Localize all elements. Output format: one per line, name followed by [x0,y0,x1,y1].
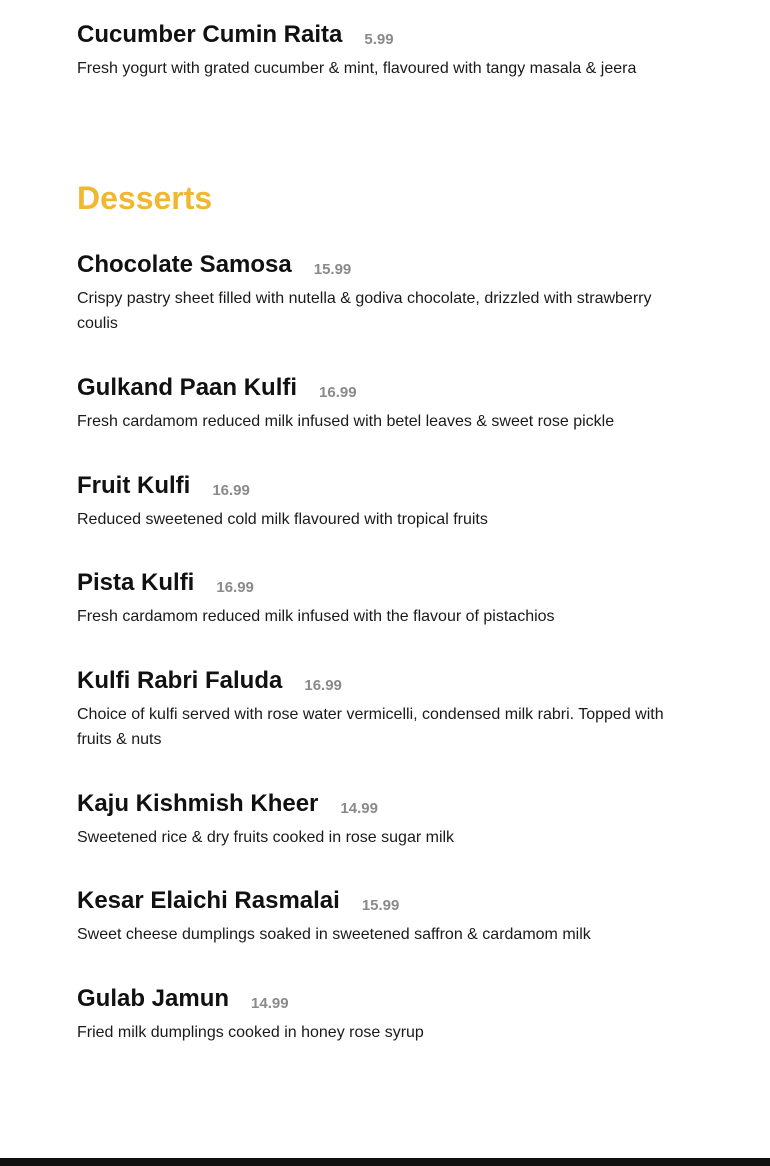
menu-item-name: Gulkand Paan Kulfi [77,374,298,401]
menu-item-price: 15.99 [361,897,400,914]
menu-item-price: 14.99 [251,995,289,1012]
menu-item-name: Kesar Elaichi Rasmalai [77,887,340,914]
menu-item-gulkand-paan-kulfi [77,372,677,434]
menu-item-pista-kulfi [77,567,677,629]
menu-item-kesar-elaichi-rasmalai [77,885,677,947]
menu-item-name: Chocolate Samosa [77,251,292,278]
menu-item-description: Reduced sweetened cold milk flavoured with tropical fruits [77,511,488,528]
menu-item-header [77,788,677,820]
menu-item-header [77,470,677,502]
menu-item-header [77,372,677,404]
menu-item-price: 14.99 [340,800,378,817]
menu-item-header [77,885,677,917]
menu-item-name: Cucumber Cumin Raita [77,21,343,48]
menu-item-kulfi-rabri-faluda [77,665,677,752]
menu-item-description: Choice of kulfi served with rose water vermicelli, condensed milk rabri. Topped with fruits & nuts [77,706,664,748]
menu-item-description: Fresh yogurt with grated cucumber & mint, flavoured with tangy masala & jeera [77,60,637,77]
footer-bar [0,1158,770,1166]
menu-item-header [77,567,677,599]
menu-item-header [77,19,677,51]
menu-item-price: 16.99 [212,482,250,499]
menu-item-name: Kulfi Rabri Faluda [77,667,283,694]
menu-item-description: Sweet cheese dumplings soaked in sweetened saffron & cardamom milk [77,926,591,943]
menu-item-header [77,983,677,1015]
menu-item-name: Fruit Kulfi [77,472,191,499]
menu-item-name: Kaju Kishmish Kheer [77,790,319,817]
menu-item-price: 16.99 [304,677,342,694]
menu-item-price: 15.99 [313,261,352,278]
menu-item-description: Fresh cardamom reduced milk infused with betel leaves & sweet rose pickle [77,413,615,430]
menu-item-header [77,249,677,281]
menu-item-chocolate-samosa [77,249,677,336]
menu-item-description: Fresh cardamom reduced milk infused with the flavour of pistachios [77,608,555,625]
menu-item-kaju-kishmish-kheer [77,788,677,850]
menu-item-name: Pista Kulfi [77,569,195,596]
menu-item-header [77,665,677,697]
menu-item-description: Fried milk dumplings cooked in honey rose syrup [77,1024,424,1041]
menu-item-fruit-kulfi [77,470,677,532]
menu-item-price: 16.99 [319,384,357,401]
menu-item-price: 5.99 [364,31,394,48]
section-title-desserts: Desserts [77,180,213,216]
menu-item-description: Sweetened rice & dry fruits cooked in rose sugar milk [77,829,455,846]
menu-item-cucumber-cumin-raita [77,19,677,81]
menu-item-price: 16.99 [216,579,254,596]
menu-item-description: Crispy pastry sheet filled with nutella & godiva chocolate, drizzled with strawberry coulis [77,290,652,332]
menu-item-gulab-jamun [77,983,677,1045]
menu-item-name: Gulab Jamun [77,985,230,1012]
